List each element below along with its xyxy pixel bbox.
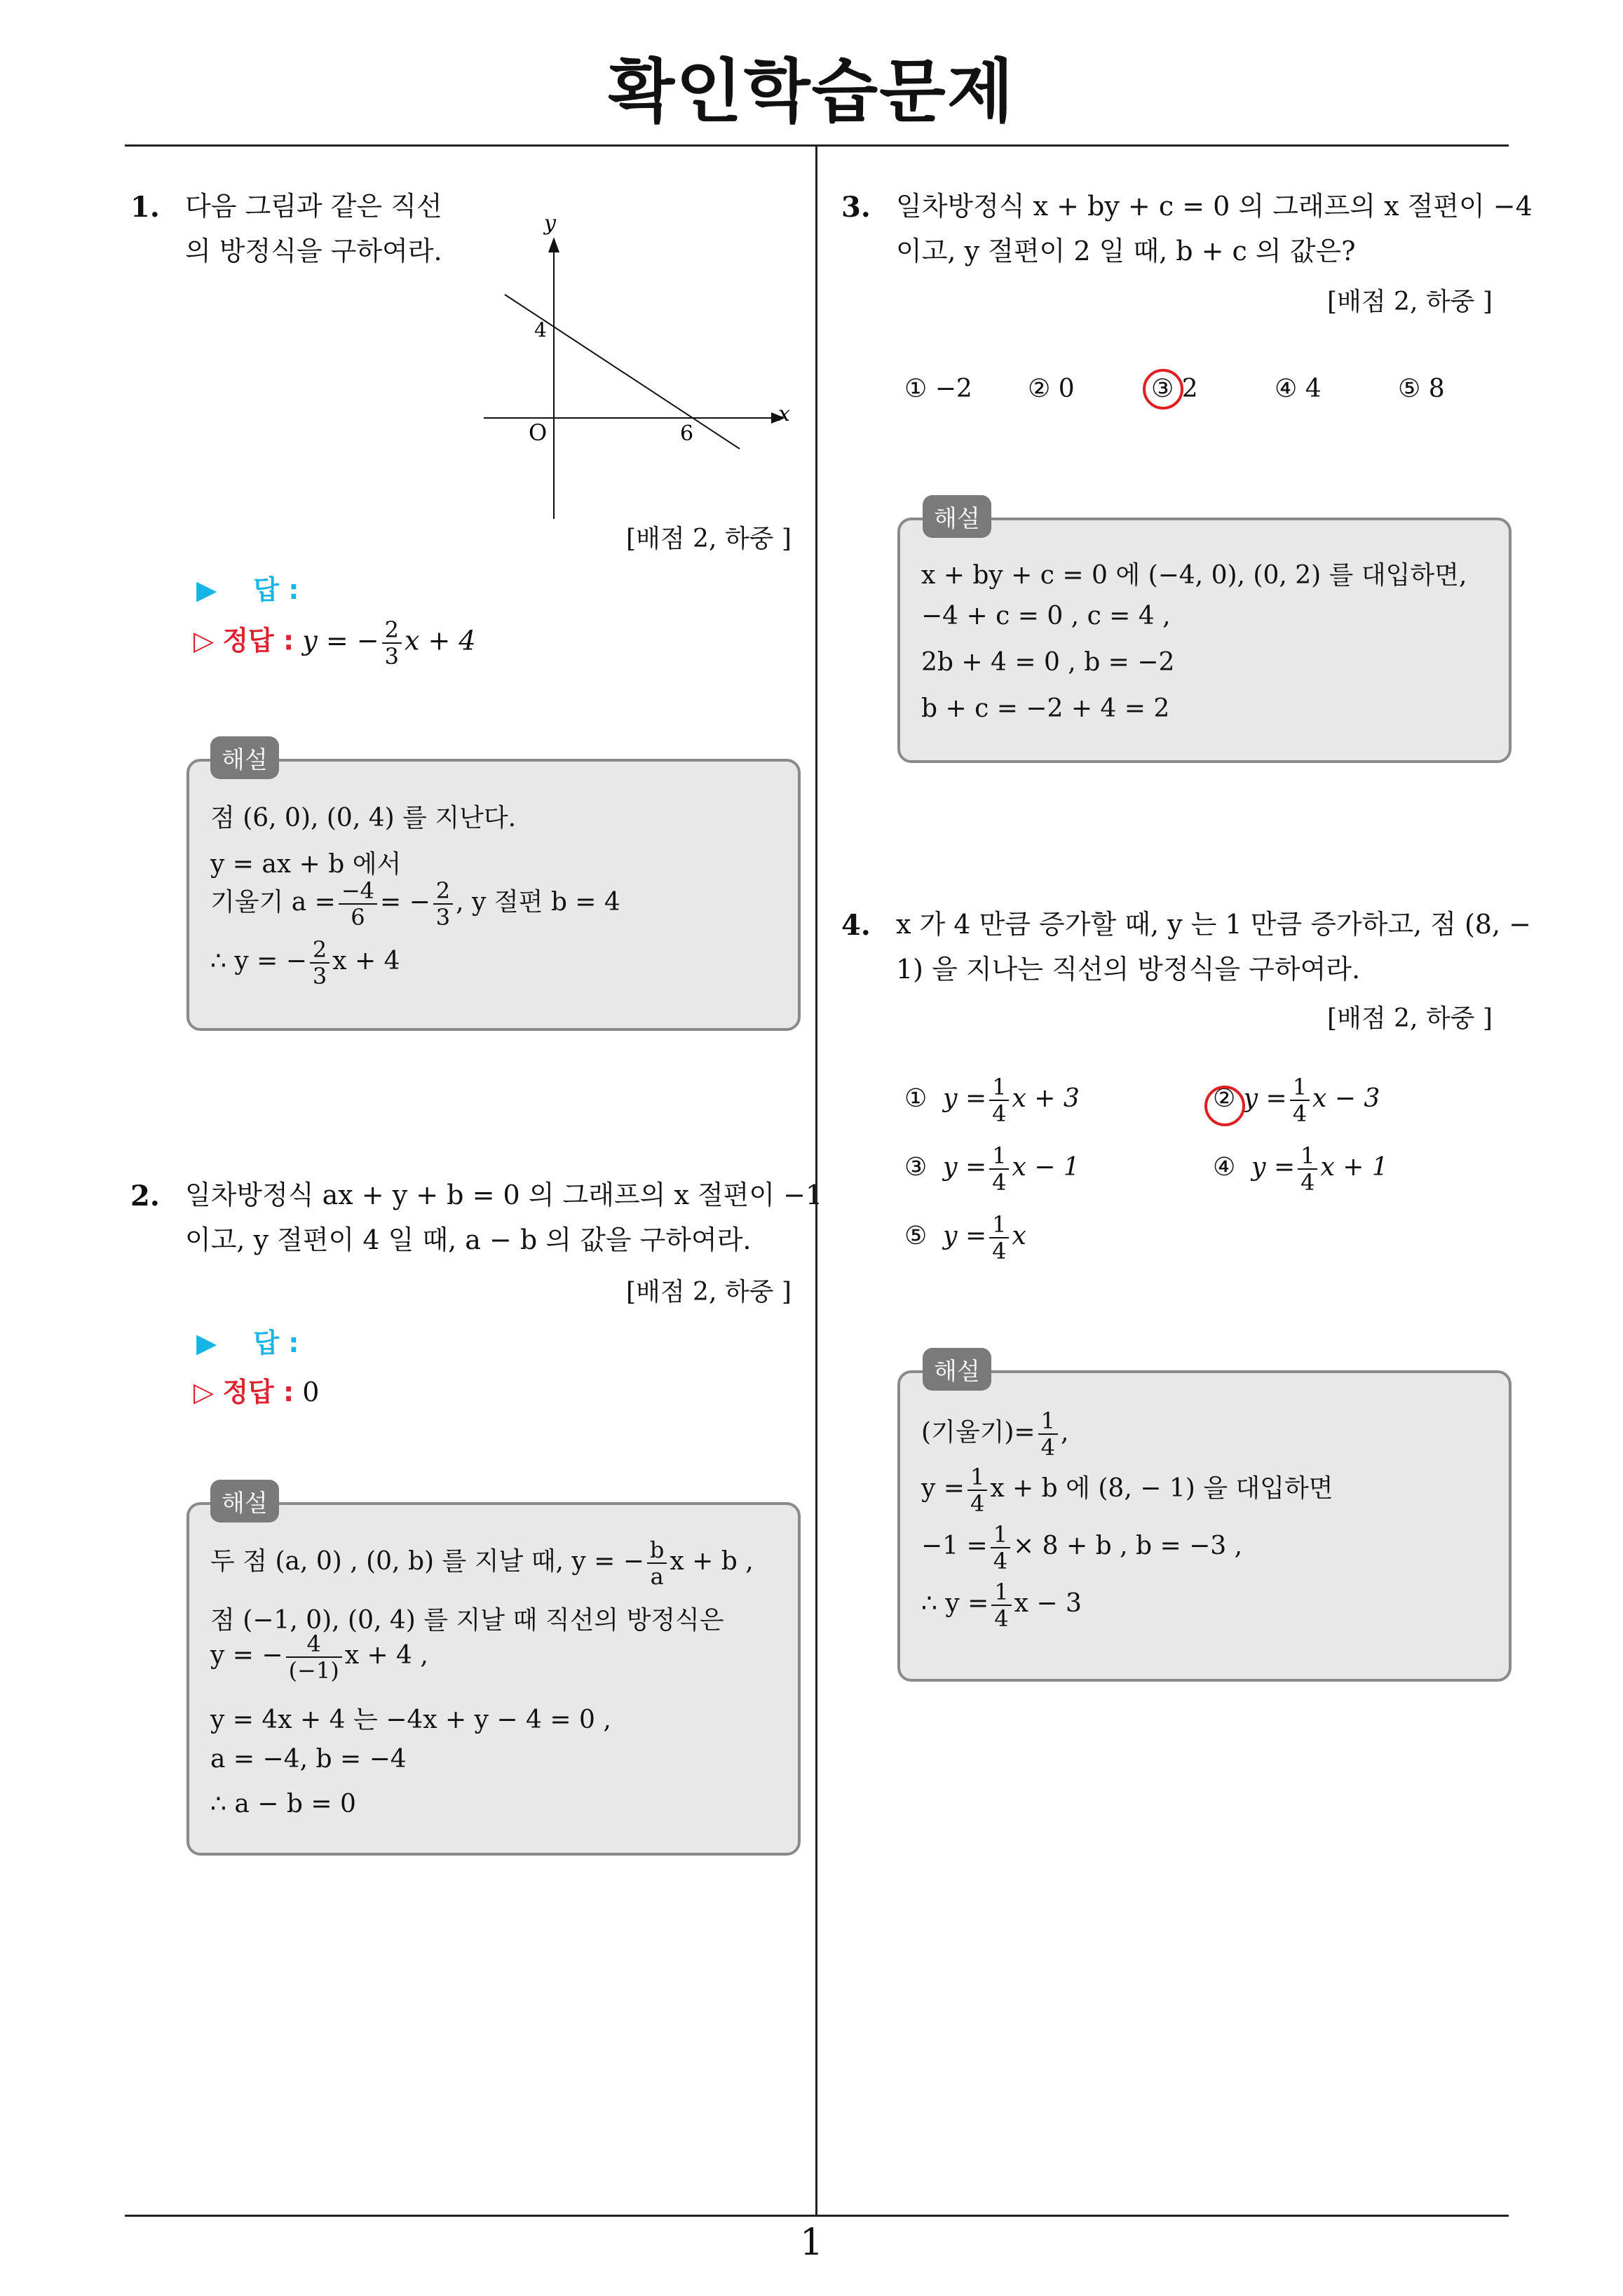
bottom-divider bbox=[125, 2215, 1509, 2217]
question-number: 3. bbox=[841, 191, 871, 224]
page-title: 확인학습문제 bbox=[608, 52, 1015, 132]
solution-tag: 해설 bbox=[210, 736, 279, 779]
choice-4[interactable]: ④ y = $\frac{1}{4}$ x + 1 bbox=[1213, 1142, 1388, 1196]
y-axis-arrow bbox=[548, 237, 559, 252]
question-text: x 가 4 만큼 증가할 때, y 는 1 만큼 증가하고, 점 (8, − 1) 을 지나는 직선의 방정식을 구하여라. bbox=[896, 909, 1531, 985]
choice-4[interactable]: ④ 4 bbox=[1275, 374, 1322, 403]
line-graph bbox=[477, 203, 799, 526]
question-text: 일차방정식 ax + y + b = 0 의 그래프의 x 절편이 −1 이고, y 절편이 4 일 때, a − b 의 값을 구하여라. bbox=[185, 1180, 823, 1255]
score-label: [배점 2, 하중 ] bbox=[626, 1278, 792, 1306]
choice-3[interactable]: ③ y = $\frac{1}{4}$ x − 1 bbox=[904, 1142, 1080, 1196]
score-label: [배점 2, 하중 ] bbox=[626, 525, 792, 553]
answer-label: 답 : bbox=[253, 1328, 299, 1358]
page-number: 1 bbox=[799, 2222, 824, 2264]
correct-answer-row: ▷ 정답 : 0 bbox=[193, 1377, 320, 1407]
answer-label: 답 : bbox=[253, 574, 299, 605]
answer-row bbox=[196, 1321, 299, 1360]
score-label: [배점 2, 하중 ] bbox=[1327, 1004, 1493, 1033]
x-axis-label: x bbox=[778, 402, 790, 426]
choice-2[interactable]: ② y = $\frac{1}{4}$ x − 3 bbox=[1213, 1074, 1380, 1127]
correct-answer-row: ▷ 정답 : y = − $\frac{2}{3}$ x + 4 bbox=[193, 616, 476, 670]
solution-tag: 해설 bbox=[210, 1480, 279, 1522]
correct-arrow-icon: ▷ bbox=[193, 1377, 215, 1407]
x-intercept-label: 6 bbox=[680, 421, 694, 446]
solution-box: 두 점 (a, 0) , (0, b) 를 지날 때, y = − $\frac{b}{a}$ x + b , 점 (−1, 0), (0, 4) 를 지날 때 직선의 방정식은 y = − $\frac{4}{(-1)}$ x + 4 , y = 4x + 4 는 −4x + y − 4 = 0 , a = −4, b = −4 ∴ a − b = 0 bbox=[186, 1502, 801, 1856]
solution-tag: 해설 bbox=[923, 495, 991, 538]
answer-arrow-icon: ▶ bbox=[196, 1328, 217, 1358]
choice-1[interactable]: ① −2 bbox=[904, 374, 972, 403]
question-number: 1. bbox=[130, 191, 160, 224]
choice-2[interactable]: ② 0 bbox=[1028, 374, 1075, 403]
y-intercept-label: 4 bbox=[534, 318, 547, 342]
y-axis-label: y bbox=[544, 211, 556, 236]
choice-1[interactable]: ① y = $\frac{1}{4}$ x + 3 bbox=[904, 1074, 1080, 1127]
correct-label: 정답 : bbox=[222, 1377, 294, 1407]
solution-box: x + by + c = 0 에 (−4, 0), (0, 2) 를 대입하면, −4 + c = 0 , c = 4 , 2b + 4 = 0 , b = −2 b + c = −2 + 4 = 2 bbox=[897, 518, 1512, 763]
answer-arrow-icon: ▶ bbox=[196, 574, 217, 605]
solution-tag: 해설 bbox=[923, 1348, 991, 1391]
question-number: 2. bbox=[130, 1180, 160, 1213]
selected-mark-circle bbox=[1143, 369, 1183, 410]
correct-label: 정답 : bbox=[222, 625, 294, 656]
selected-mark-circle bbox=[1204, 1086, 1245, 1126]
correct-arrow-icon: ▷ bbox=[193, 625, 215, 656]
origin-label: O bbox=[529, 419, 548, 446]
solution-box: (기울기)= $\frac{1}{4}$ , y = $\frac{1}{4}$ x + b 에 (8, − 1) 을 대입하면 −1 = $\frac{1}{4}$ × 8 + b , b = −3 , ∴ y = $\frac{1}{4}$ x − 3 bbox=[897, 1370, 1512, 1682]
solution-box: 점 (6, 0), (0, 4) 를 지난다. y = ax + b 에서 기울기 a = $\frac{-4}{6}$ = − $\frac{2}{3}$ , y 절편 b = 4 ∴ y = − $\frac{2}{3}$ x + 4 bbox=[186, 759, 801, 1031]
choice-5[interactable]: ⑤ y = $\frac{1}{4}$ x bbox=[904, 1211, 1026, 1264]
choice-3[interactable]: ③ 2 bbox=[1151, 374, 1198, 403]
score-label: [배점 2, 하중 ] bbox=[1327, 288, 1493, 316]
answer-row bbox=[196, 568, 299, 607]
choice-5[interactable]: ⑤ 8 bbox=[1398, 374, 1445, 403]
question-text: 일차방정식 x + by + c = 0 의 그래프의 x 절편이 −4 이고, y 절편이 2 일 때, b + c 의 값은? bbox=[896, 191, 1533, 266]
question-number: 4. bbox=[841, 909, 871, 942]
question-text: 다음 그림과 같은 직선 의 방정식을 구하여라. bbox=[185, 191, 442, 266]
